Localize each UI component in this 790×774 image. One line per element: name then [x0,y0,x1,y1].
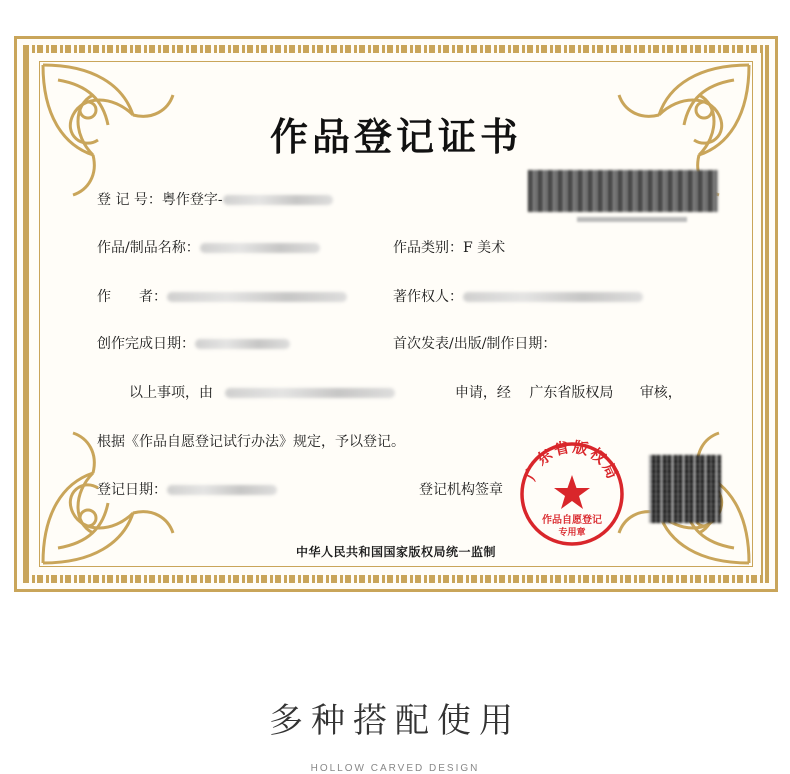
barcode-number-blurred [577,217,687,222]
statement-line1 [129,382,682,402]
caption: 多种搭配使用 [269,701,521,741]
redacted-value [167,485,277,495]
statement-text: 以上事项，由 [129,385,213,401]
completed-date-field [97,333,290,353]
redacted-value [223,195,333,205]
author-field [97,286,347,306]
work-type-value: F 美术 [463,240,506,256]
seal-top-text: 广东省版权局 [521,439,623,484]
published-date-field [393,333,556,353]
reg-no-label: 登 记 号： [97,192,162,208]
redacted-value [195,339,290,349]
work-name-field [97,237,320,257]
work-type-label: 作品类别： [393,240,463,256]
reg-no-field [97,189,333,209]
redacted-value [463,292,643,302]
owner-label: 著作权人： [393,289,463,305]
subcaption: HOLLOW CARVED DESIGN [310,763,480,774]
redacted-value [200,243,320,253]
statement-authority: 广东省版权局 [529,385,614,401]
barcode [528,170,718,212]
redacted-value [225,388,395,398]
redacted-value [167,292,347,302]
agency-seal-label: 登记机构签章 [419,482,503,498]
statement-line2: 根据《作品自愿登记试行办法》规定，予以登记。 [97,434,405,450]
work-type-field [393,237,505,257]
certificate [14,36,778,592]
author-label: 作 者： [97,289,167,305]
reg-no-prefix: 粤作登字- [161,192,223,208]
statement-text: 申请，经 [454,385,511,401]
qr-code [649,455,721,523]
reg-date-label: 登记日期： [97,482,167,498]
completed-date-label: 创作完成日期： [97,336,195,352]
official-seal [517,439,627,549]
star-icon [554,475,590,509]
work-name-label: 作品/制品名称： [97,240,200,256]
reg-date-field [97,479,277,499]
seal-bottom-text: 作品自愿登记 [542,515,602,526]
seal-bottom-text-2: 专用章 [558,528,586,538]
statement-text: 审核， [639,385,682,401]
owner-field [393,286,643,306]
published-date-label: 首次发表/出版/制作日期： [393,336,557,352]
certificate-title: 作品登记证书 [269,114,522,159]
footer-text: 中华人民共和国国家版权局统一监制 [295,545,496,559]
